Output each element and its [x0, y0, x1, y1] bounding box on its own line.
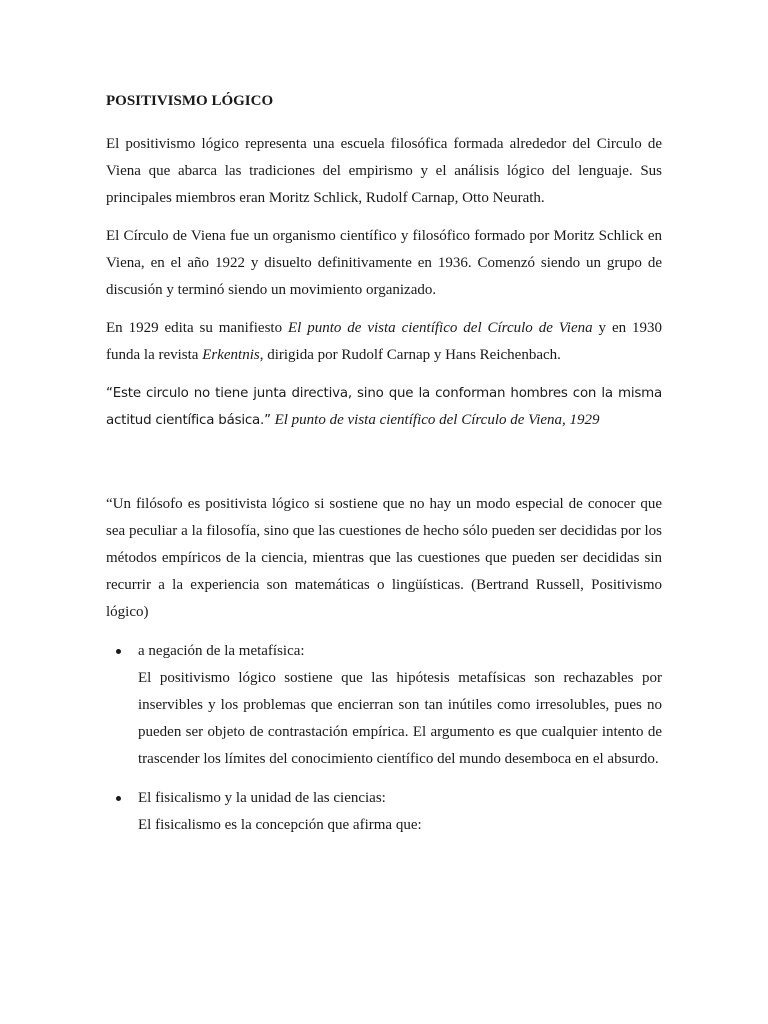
- document-body: [106, 88, 662, 851]
- manifiesto-text-1: En 1929 edita su manifiesto: [106, 320, 288, 336]
- quote-source: El punto de vista científico del Círculo de Viena, 1929: [270, 412, 600, 428]
- paragraph-quote: [106, 380, 662, 434]
- paragraph-manifiesto: [106, 315, 662, 369]
- bullet-body: El positivismo lógico sostiene que las hipótesis metafísicas son rechazables por inservibles y los problemas que encierran son tan inútiles como irresolubles, pues no pueden ser objeto de contrastación empírica. El argumento es que cualquier intento de trascender los límites del conocimiento científico del mundo desemboca en el absurdo.: [138, 670, 662, 767]
- bullet-body: El fisicalismo es la concepción que afirma que:: [138, 817, 422, 833]
- bullet-list: [106, 638, 662, 839]
- bullet-icon: [116, 796, 121, 801]
- bullet-heading: El fisicalismo y la unidad de las ciencias:: [138, 790, 386, 806]
- paragraph-circulo-viena: El Círculo de Viena fue un organismo científico y filosófico formado por Moritz Schlick en Viena, en el año 1922 y disuelto definitivamente en 1936. Comenzó siendo un grupo de discusión y terminó siendo un movimiento organizado.: [106, 228, 662, 298]
- list-item: [106, 785, 662, 839]
- list-item: [106, 638, 662, 773]
- bullet-heading: a negación de la metafísica:: [138, 643, 305, 659]
- spacer: [106, 445, 662, 491]
- manifiesto-title: El punto de vista científico del Círculo de Viena: [287, 320, 593, 336]
- revista-title: Erkentnis: [202, 347, 260, 363]
- quote-text: “Este circulo no tiene junta directiva, sino que la conforman hombres con la misma actitud científica básica.”: [106, 386, 662, 428]
- page-title: POSITIVISMO LÓGICO: [106, 93, 274, 109]
- bullet-icon: [116, 649, 121, 654]
- manifiesto-text-2: y en 1930 funda la revista: [106, 320, 663, 363]
- paragraph-intro: El positivismo lógico representa una escuela filosófica formada alrededor del Circulo de Viena que abarca las tradiciones del empirismo y el análisis lógico del lenguaje. Sus principales miembros eran Moritz Schlick, Rudolf Carnap, Otto Neurath.: [106, 136, 662, 206]
- paragraph-russell: “Un filósofo es positivista lógico si sostiene que no hay un modo especial de conocer que sea peculiar a la filosofía, sino que las cuestiones de hecho sólo pueden ser decididas por los métodos empíricos de la ciencia, mientras que las cuestiones que pueden ser decididas sin recurrir a la experiencia son matemáticas o lingüísticas. (Bertrand Russell, Positivismo lógico): [106, 496, 662, 620]
- manifiesto-text-3: , dirigida por Rudolf Carnap y Hans Reichenbach.: [259, 347, 561, 363]
